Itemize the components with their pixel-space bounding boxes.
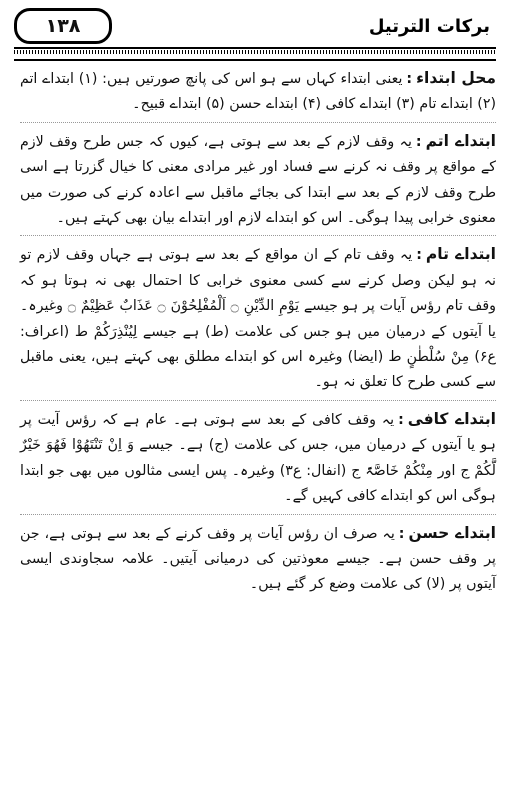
heading-separator: : — [406, 71, 413, 87]
heading-separator: : — [415, 133, 422, 150]
paragraph-text: یہ صرف ان رؤس آیات پر وقف کرنے کے بعد سے ہوتی ہے، جن پر وقف حسن ہے۔ جیسے معوذتین کی درمیانی آیتیں۔ علامہ سجاوندی ایسی آیتوں پر (لا) کی علامت وضع کر گئے ہیں۔ — [20, 525, 496, 593]
paragraph-text: یہ وقف کافی کے بعد سے ہوتی ہے۔ عام ہے کہ رؤس آیت پر ہو یا آیتوں کے درمیان میں، جس کی علامت (ج) ہے۔ جیسے وَ اِنْ تَنْتَھُوْا فَھُوَ خَیْرٌ لَّکُمْ ج اور مِنْکُمْ خَاصَّۃً ج (انفال: ع۳) وغیرہ۔ پس ایسی مثالوں میں بھی جو ابتدا ہوگی اس کو ابتداے کافی کہیں گے۔ — [20, 411, 496, 505]
page-number: ۱۳۸ — [45, 15, 81, 37]
heading-separator: : — [398, 411, 404, 428]
paragraph-heading: ابتداے حسن — [408, 523, 496, 542]
paragraph-heading: ابتداے اتم — [425, 131, 496, 150]
paragraph-text: یہ وقف لازم کے بعد سے ہوتی ہے، کیوں کہ جس طرح وقف لازم کے مواقع پر وقف نہ کرنے سے فساد اور غیر مرادی معنی کا خیال گزرتا ہے اسی طرح وقف لازم کے بعد سے ابتدا کی بجائے ماقبل سے اعادہ کرنے کی صورت میں معنوی خرابی پیدا ہوگی۔ اس کو ابتداے لازم اور ابتداے بیان بھی کہتے ہیں۔ — [20, 133, 496, 227]
paragraph-ibtida-kafi — [20, 400, 496, 510]
paragraph-heading: ابتداے تام — [425, 245, 496, 264]
page-number-badge — [14, 8, 112, 44]
heading-separator: : — [398, 525, 405, 542]
book-title: برکات الترتیل — [368, 15, 490, 37]
header-rule — [14, 47, 496, 61]
paragraph-ibtida-tam — [20, 235, 496, 395]
heading-separator: : — [416, 247, 422, 264]
paragraph-ibtida-atam — [20, 122, 496, 232]
page-header — [14, 6, 494, 46]
page-body — [20, 66, 496, 794]
paragraph-mahal-ibtida — [20, 66, 496, 118]
paragraph-heading: محل ابتداء — [416, 69, 497, 87]
paragraph-text: یہ وقف تام کے ان مواقع کے بعد سے ہوتی ہے جہاں وقف لازم تو نہ ہو لیکن وصل کرنے سے کسی معنوی خرابی کا احتمال بھی نہ ہوتا ہو کہ وقف تام رؤس آیات پر ہو جیسے یَوْمِ الدِّیْنِ ۝ اَلْمُفْلِحُوْنَ ۝ عَذَابٌ عَظِیْمٌ ۝ وغیرہ۔ یا آیتوں کے درمیان میں ہو جس کی علامت (ط) ہے جیسے لِیُنْذِرَکُمْ ط (اعراف: ع۶) مِنْ سُلْطٰنٍ ط (ایضا) وغیرہ اس کو ابتداے مطلق بھی کہتے ہیں، یعنی ماقبل سے کسی طرح کا تعلق نہ ہو۔ — [20, 247, 496, 391]
paragraph-text: یعنی ابتداء کہاں سے ہو اس کی پانچ صورتیں ہیں: (۱) ابتداے اتم (۲) ابتداے تام (۳) ابتداے کافی (۴) ابتداے حسن (۵) ابتداے قبیح۔ — [20, 71, 496, 113]
paragraph-ibtida-hasan — [20, 514, 496, 598]
paragraph-heading: ابتداے کافی — [407, 409, 496, 428]
